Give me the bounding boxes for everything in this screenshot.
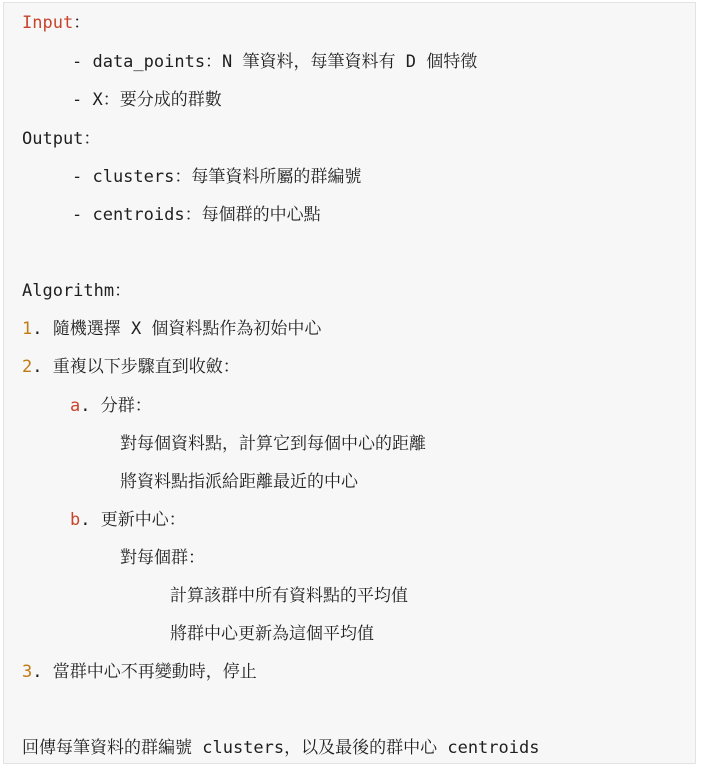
step-3 [22,660,257,684]
code-block [3,2,696,764]
input-heading [22,11,90,35]
input-label: Input [22,13,74,33]
substep-b-line: 對每個群： [120,548,205,568]
step-text: . 當群中心不再變動時，停止 [32,662,257,682]
input-colon: ： [73,13,91,33]
algorithm-heading: Algorithm： [22,281,132,301]
step-1 [22,317,321,341]
step-number: 1 [22,319,33,339]
step-2 [22,355,240,379]
substep-letter: b [70,510,81,530]
substep-a-line-1: 對每個資料點，計算它到每個中心的距離 [120,434,426,454]
output-item-centroids: - centroids：每個群的中心點 [72,205,321,225]
output-heading: Output： [22,129,101,149]
substep-text: . 分群： [80,396,152,416]
substep-b-inner-2: 將群中心更新為這個平均值 [170,624,374,644]
output-item-clusters: - clusters：每筆資料所屬的群編號 [72,167,362,187]
substep-b-inner-1: 計算該群中所有資料點的平均值 [170,586,408,606]
substep-a [70,394,152,418]
final-return-line: 回傳每筆資料的群編號 clusters，以及最後的群中心 centroids [22,738,540,758]
substep-a-line-2: 將資料點指派給距離最近的中心 [120,472,358,492]
pseudocode [4,3,695,758]
step-text: . 隨機選擇 X 個資料點作為初始中心 [32,319,322,339]
step-number: 2 [22,357,33,377]
substep-text: . 更新中心： [80,510,186,530]
step-text: . 重複以下步驟直到收斂： [32,357,240,377]
input-item-data-points: - data_points：N 筆資料，每筆資料有 D 個特徵 [72,52,478,72]
step-number: 3 [22,662,33,682]
substep-b [70,508,186,532]
substep-letter: a [70,396,81,416]
input-item-x: - X：要分成的群數 [72,90,222,110]
